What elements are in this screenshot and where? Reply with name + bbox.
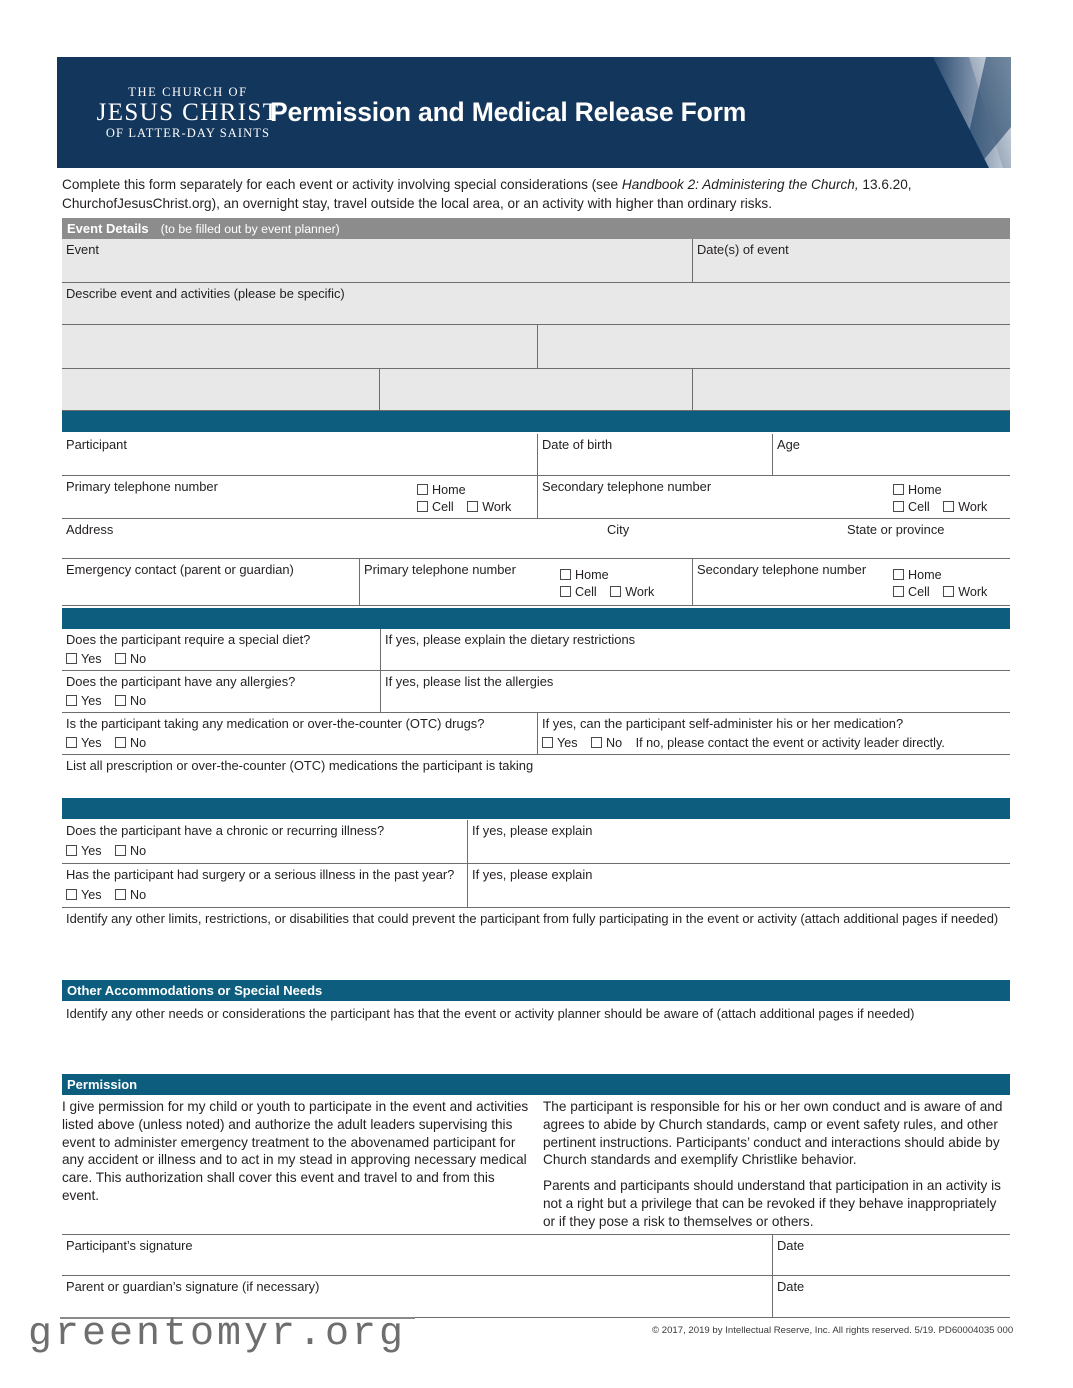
date-label-1: Date	[777, 1238, 805, 1253]
medication-question-field[interactable]	[62, 713, 537, 755]
checkbox-work-icon[interactable]	[943, 586, 954, 597]
checkbox-cell-icon[interactable]	[893, 501, 904, 512]
list-medications-field[interactable]	[62, 755, 1010, 797]
chronic-illness-explain-label: If yes, please explain	[472, 823, 593, 838]
secondary-phone-label: Secondary telephone number	[542, 479, 712, 494]
permission-left-column	[62, 1098, 532, 1213]
diet-answer-group[interactable]	[66, 651, 156, 668]
answer-yes: Yes	[81, 888, 102, 902]
participant-address-row[interactable]	[62, 519, 1010, 559]
checkbox-yes-icon[interactable]	[66, 653, 77, 664]
phone-option-home: Home	[908, 483, 942, 497]
medical-section-a-bar	[62, 608, 1010, 629]
surgery-explain-field[interactable]	[467, 864, 1010, 908]
checkbox-work-icon[interactable]	[943, 501, 954, 512]
event-dates-field[interactable]	[692, 239, 1010, 283]
date-label-2: Date	[777, 1279, 805, 1294]
secondary-phone-type-group[interactable]	[893, 482, 997, 516]
watermark-text: greentomyr.org	[28, 1312, 407, 1357]
event-blank-box-5[interactable]	[692, 369, 1010, 411]
event-dates-label: Date(s) of event	[697, 242, 789, 257]
checkbox-no-icon[interactable]	[115, 889, 126, 900]
checkbox-yes-icon[interactable]	[66, 845, 77, 856]
copyright-notice: © 2017, 2019 by Intellectual Reserve, Inc. All rights reserved. 5/19. PD60004035 000	[652, 1325, 1014, 1336]
permission-title: Permission	[67, 1077, 138, 1092]
intro-part-2: 13.6.20, ChurchofJesusChrist.org), an overnight stay, travel outside the local area, or an activity with higher than ordinary risks.	[62, 177, 912, 211]
self-administer-label: If yes, can the participant self-administer his or her medication?	[542, 716, 904, 731]
event-blank-box-3[interactable]	[62, 369, 379, 411]
accommodations-title: Other Accommodations or Special Needs	[67, 983, 323, 998]
phone-option-work: Work	[482, 500, 512, 514]
chronic-illness-answer-group[interactable]	[66, 843, 156, 860]
participant-age-field[interactable]	[772, 434, 1010, 476]
emergency-secondary-phone-label: Secondary telephone number	[697, 562, 867, 577]
event-field[interactable]	[62, 239, 692, 283]
dob-label: Date of birth	[542, 437, 613, 452]
address-label: Address	[66, 522, 114, 537]
answer-no: No	[130, 736, 147, 750]
phone-option-home: Home	[908, 568, 942, 582]
checkbox-yes-icon[interactable]	[66, 889, 77, 900]
participant-signature-label: Participant’s signature	[66, 1238, 193, 1253]
page-header	[57, 57, 1011, 168]
self-administer-note: If no, please contact the event or activity leader directly.	[635, 736, 945, 750]
intro-handbook-reference: Handbook 2: Administering the Church,	[621, 177, 859, 192]
participant-signature-date-field[interactable]	[772, 1234, 1010, 1276]
emergency-contact-field[interactable]	[62, 559, 359, 606]
event-description-field[interactable]	[62, 283, 1010, 325]
participant-primary-phone-field[interactable]	[62, 476, 537, 519]
allergies-question-label: Does the participant have any allergies?	[66, 674, 296, 689]
logo-line-3: OF LATTER-DAY SAINTS	[105, 126, 271, 141]
permission-bar	[62, 1074, 1010, 1095]
event-blank-box-2[interactable]	[537, 325, 1010, 369]
intro-part-1: Complete this form separately for each event or activity involving special considerations (see	[62, 177, 622, 192]
answer-yes: Yes	[81, 844, 102, 858]
diet-explain-field[interactable]	[380, 629, 1010, 671]
checkbox-home-icon[interactable]	[560, 569, 571, 580]
phone-option-work: Work	[958, 585, 988, 599]
intro-text	[62, 175, 962, 213]
phone-option-cell: Cell	[575, 585, 597, 599]
answer-yes: Yes	[81, 694, 102, 708]
emergency-primary-phone-type-group[interactable]	[560, 567, 664, 601]
phone-option-cell: Cell	[908, 585, 930, 599]
emergency-primary-phone-label: Primary telephone number	[364, 562, 516, 577]
event-label: Event	[66, 242, 99, 257]
logo-line-1: THE CHURCH OF	[128, 85, 248, 99]
checkbox-no-icon[interactable]	[591, 737, 602, 748]
phone-option-home: Home	[575, 568, 609, 582]
surgery-question-field[interactable]	[62, 864, 467, 908]
checkbox-home-icon[interactable]	[893, 569, 904, 580]
checkbox-home-icon[interactable]	[893, 484, 904, 495]
participant-dob-field[interactable]	[537, 434, 772, 476]
medication-answer-group[interactable]	[66, 735, 156, 752]
answer-no: No	[606, 736, 623, 750]
answer-yes: Yes	[557, 736, 578, 750]
checkbox-yes-icon[interactable]	[542, 737, 553, 748]
checkbox-home-icon[interactable]	[417, 484, 428, 495]
event-description-label: Describe event and activities (please be specific)	[66, 286, 345, 301]
checkbox-cell-icon[interactable]	[560, 586, 571, 597]
page-title: Permission and Medical Release Form	[270, 97, 747, 127]
allergies-answer-group[interactable]	[66, 693, 156, 710]
accommodations-bar	[62, 980, 1010, 1001]
diet-question-field[interactable]	[62, 629, 380, 671]
event-details-bar	[62, 218, 1010, 239]
guardian-signature-label: Parent or guardian’s signature (if necessary)	[66, 1279, 320, 1294]
phone-option-work: Work	[958, 500, 988, 514]
answer-no: No	[130, 652, 147, 666]
checkbox-no-icon[interactable]	[115, 695, 126, 706]
surgery-answer-group[interactable]	[66, 887, 156, 904]
emergency-contact-label: Emergency contact (parent or guardian)	[66, 562, 294, 577]
answer-no: No	[130, 888, 147, 902]
answer-yes: Yes	[81, 652, 102, 666]
checkbox-yes-icon[interactable]	[66, 695, 77, 706]
answer-no: No	[130, 844, 147, 858]
checkbox-no-icon[interactable]	[115, 737, 126, 748]
chronic-illness-label: Does the participant have a chronic or recurring illness?	[66, 823, 385, 838]
allergies-explain-field[interactable]	[380, 671, 1010, 713]
primary-phone-label: Primary telephone number	[66, 479, 218, 494]
guardian-signature-date-field[interactable]	[772, 1276, 1010, 1318]
allergies-explain-label: If yes, please list the allergies	[385, 674, 554, 689]
event-details-title: Event Details	[67, 221, 149, 236]
header-decoration-icon	[891, 57, 1011, 168]
answer-yes: Yes	[81, 736, 102, 750]
state-label: State or province	[847, 522, 945, 537]
checkbox-cell-icon[interactable]	[417, 501, 428, 512]
medical-section-b-bar	[62, 798, 1010, 819]
list-medications-label: List all prescription or over-the-counter (OTC) medications the participant is taking	[66, 758, 534, 773]
medication-question-label: Is the participant taking any medication or over-the-counter (OTC) drugs?	[66, 716, 485, 731]
diet-question-label: Does the participant require a special diet?	[66, 632, 311, 647]
phone-option-work: Work	[625, 585, 655, 599]
age-label: Age	[777, 437, 800, 452]
event-blank-box-4[interactable]	[379, 369, 692, 411]
phone-option-home: Home	[432, 483, 466, 497]
city-label: City	[607, 522, 630, 537]
phone-option-cell: Cell	[908, 500, 930, 514]
checkbox-cell-icon[interactable]	[893, 586, 904, 597]
event-blank-box-1[interactable]	[62, 325, 537, 369]
accommodations-description: Identify any other needs or considerations the participant has that the event or activity planner should be aware of (attach additional pages if needed)	[66, 1006, 915, 1021]
allergies-question-field[interactable]	[62, 671, 380, 713]
surgery-explain-label: If yes, please explain	[472, 867, 593, 882]
permission-right-paragraph-1: The participant is responsible for his or her own conduct and is aware of and agrees to abide by Church standards, camp or event safety rules, and other pertinent instructions. Participants’ conduct and interactions should abide by Church standards and exemplify Christlike behavior.	[543, 1099, 1003, 1168]
checkbox-yes-icon[interactable]	[66, 737, 77, 748]
participant-secondary-phone-field[interactable]	[537, 476, 1010, 519]
permission-right-column	[543, 1098, 1011, 1239]
checkbox-no-icon[interactable]	[115, 653, 126, 664]
chronic-illness-explain-field[interactable]	[467, 820, 1010, 864]
accommodations-field[interactable]	[62, 1003, 1010, 1063]
checkbox-work-icon[interactable]	[467, 501, 478, 512]
self-administer-field[interactable]	[537, 713, 1010, 755]
surgery-question-label: Has the participant had surgery or a serious illness in the past year?	[66, 867, 455, 882]
primary-phone-type-group[interactable]	[417, 482, 521, 516]
emergency-secondary-phone-field[interactable]	[692, 559, 1010, 606]
emergency-primary-phone-field[interactable]	[359, 559, 692, 606]
participant-signature-field[interactable]	[62, 1234, 772, 1276]
chronic-illness-question-field[interactable]	[62, 820, 467, 864]
participant-name-field[interactable]	[62, 434, 537, 476]
limits-restrictions-label: Identify any other limits, restrictions, or disabilities that could prevent the participant from fully participating in the event or activity (attach additional pages if needed)	[66, 911, 999, 926]
logo-line-2: JESUS CHRIST	[96, 99, 280, 127]
checkbox-no-icon[interactable]	[115, 845, 126, 856]
church-logo	[93, 86, 283, 141]
participant-label: Participant	[66, 437, 127, 452]
self-administer-answer-group[interactable]	[542, 735, 945, 752]
checkbox-work-icon[interactable]	[610, 586, 621, 597]
limits-restrictions-field[interactable]	[62, 908, 1010, 968]
participant-section-bar	[62, 411, 1010, 432]
permission-left-paragraph: I give permission for my child or youth to participate in the event and activities listed above (unless noted) and authorize the adult leaders supervising this event to administer emergency treatment to the abovenamed participant for any accident or illness and to act in my stead in approving necessary medical care. This authorization shall cover this event and travel to and from this event.	[62, 1099, 529, 1203]
diet-explain-label: If yes, please explain the dietary restrictions	[385, 632, 636, 647]
phone-option-cell: Cell	[432, 500, 454, 514]
answer-no: No	[130, 694, 147, 708]
event-details-subtitle: (to be filled out by event planner)	[160, 222, 340, 236]
permission-right-paragraph-2: Parents and participants should understand that participation in an activity is not a right but a privilege that can be revoked if they behave inappropriately or if they pose a risk to themselves or others.	[543, 1178, 1001, 1229]
emergency-secondary-phone-type-group[interactable]	[893, 567, 997, 601]
